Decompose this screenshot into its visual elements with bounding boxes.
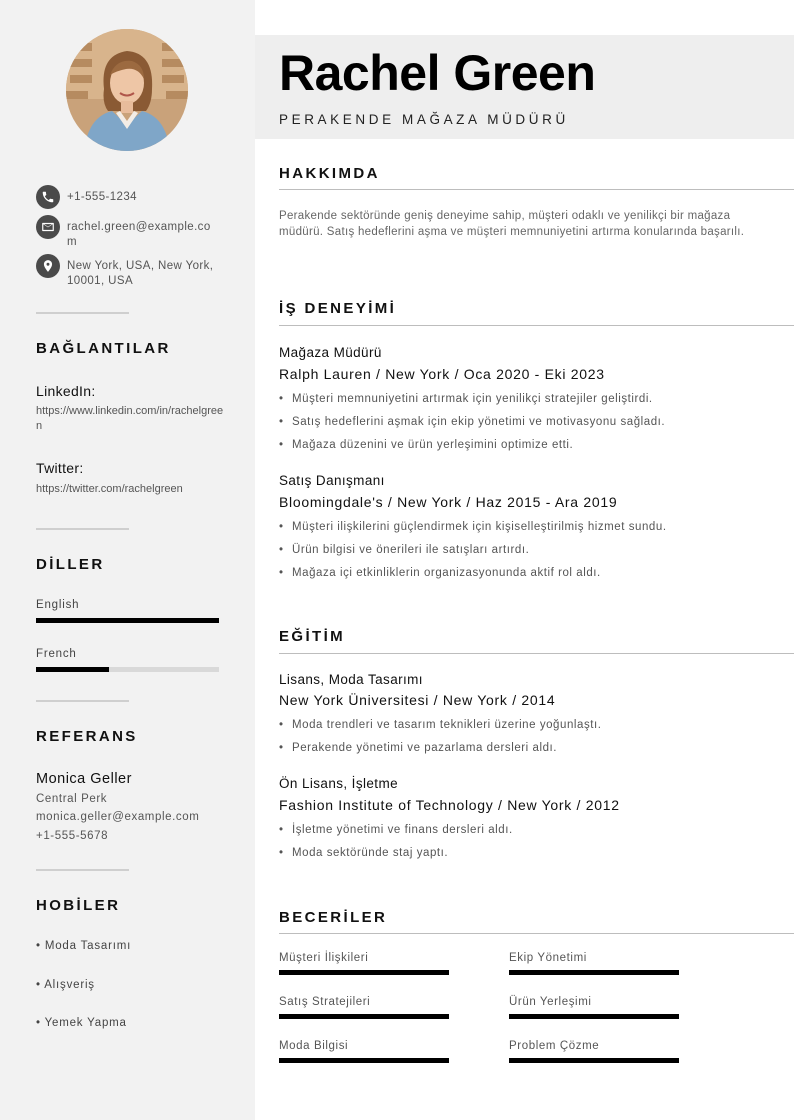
- job-bullet: [279, 393, 653, 405]
- reference-name: Monica Geller: [36, 771, 132, 787]
- bullet-text: Moda sektöründe staj yaptı.: [292, 847, 449, 859]
- skill-name: Müşteri İlişkileri: [279, 952, 369, 964]
- job-bullet: [279, 521, 667, 533]
- contact-address: [36, 254, 217, 289]
- education-bullet: [279, 824, 513, 836]
- skill-level-fill: [279, 970, 449, 975]
- bullet-glyph: •: [36, 979, 41, 991]
- skill-level-bar: [279, 1058, 449, 1063]
- skill-name: Moda Bilgisi: [279, 1040, 349, 1052]
- skill-level-bar: [279, 1014, 449, 1019]
- bullet-glyph: •: [279, 439, 284, 451]
- section-rule: [279, 653, 794, 654]
- education-bullet: [279, 719, 601, 731]
- language-level-bar: [36, 667, 219, 672]
- references-heading: REFERANS: [36, 728, 138, 745]
- profile-title: PERAKENDE MAĞAZA MÜDÜRÜ: [279, 112, 569, 127]
- bullet-glyph: •: [279, 416, 284, 428]
- sidebar: [0, 0, 255, 1120]
- education-heading: EĞİTİM: [279, 628, 346, 645]
- phone-icon: [36, 185, 60, 209]
- divider: [36, 312, 129, 314]
- bullet-glyph: •: [279, 544, 284, 556]
- job-role: Satış Danışmanı: [279, 473, 385, 488]
- hobby-text: Moda Tasarımı: [44, 940, 132, 952]
- bullet-text: Müşteri ilişkilerini güçlendirmek için kişiselleştirilmiş hizmet sundu.: [292, 521, 667, 533]
- profile-name: Rachel Green: [279, 45, 596, 101]
- job-bullet: [279, 439, 573, 451]
- section-rule: [279, 933, 794, 934]
- hobbies-heading: HOBİLER: [36, 897, 121, 914]
- education-degree: Lisans, Moda Tasarımı: [279, 672, 423, 687]
- skills-heading: BECERİLER: [279, 909, 388, 926]
- language-level-fill: [36, 618, 219, 623]
- contact-phone: [36, 185, 217, 209]
- section-rule: [279, 189, 794, 190]
- education-bullet: [279, 742, 557, 754]
- contact-email: [36, 215, 217, 250]
- hobby-text: Alışveriş: [44, 979, 95, 991]
- email-text[interactable]: rachel.green@example.com: [67, 221, 211, 248]
- job-role: Mağaza Müdürü: [279, 345, 382, 360]
- avatar: [66, 29, 188, 151]
- skill-level-fill: [279, 1058, 449, 1063]
- bullet-text: Müşteri memnuniyetini artırmak için yenilikçi stratejiler geliştirdi.: [292, 393, 653, 405]
- bullet-glyph: •: [279, 742, 284, 754]
- hobby-item: [36, 979, 95, 991]
- about-text: Perakende sektöründe geniş deneyime sahip, müşteri odaklı ve yenilikçi bir mağaza müdürü. Satış hedeflerini aşma ve müşteri memnuniyetini artırma konularında başarılı.: [279, 210, 745, 238]
- bullet-glyph: •: [36, 940, 41, 952]
- section-rule: [279, 325, 794, 326]
- reference-email[interactable]: monica.geller@example.com: [36, 811, 200, 823]
- language-name: French: [36, 648, 77, 660]
- bullet-glyph: •: [279, 824, 284, 836]
- profile-photo: [66, 29, 188, 151]
- divider: [36, 869, 129, 871]
- hobby-item: [36, 1017, 127, 1029]
- skill-level-bar: [509, 1014, 679, 1019]
- linkedin-label: LinkedIn:: [36, 383, 96, 399]
- education-degree: Ön Lisans, İşletme: [279, 776, 398, 791]
- reference-phone: +1-555-5678: [36, 830, 109, 842]
- skill-name: Ekip Yönetimi: [509, 952, 587, 964]
- education-place: New York Üniversitesi / New York / 2014: [279, 692, 556, 708]
- education-place: Fashion Institute of Technology / New York / 2012: [279, 797, 620, 813]
- links-heading: BAĞLANTILAR: [36, 340, 171, 357]
- reference-company: Central Perk: [36, 793, 108, 805]
- divider: [36, 700, 129, 702]
- skill-level-fill: [509, 1058, 679, 1063]
- skill-level-fill: [509, 1014, 679, 1019]
- main-content: [255, 0, 794, 1120]
- skill-name: Ürün Yerleşimi: [509, 996, 592, 1008]
- skill-level-fill: [509, 970, 679, 975]
- about-heading: HAKKIMDA: [279, 165, 380, 182]
- skill-level-bar: [509, 970, 679, 975]
- education-bullet: [279, 847, 448, 859]
- bullet-text: İşletme yönetimi ve finans dersleri aldı.: [292, 824, 513, 836]
- skill-level-fill: [279, 1014, 449, 1019]
- skill-name: Problem Çözme: [509, 1040, 600, 1052]
- bullet-glyph: •: [279, 521, 284, 533]
- job-place: Bloomingdale's / New York / Haz 2015 - Ara 2019: [279, 494, 618, 510]
- mail-icon: [36, 215, 60, 239]
- bullet-glyph: •: [279, 393, 284, 405]
- bullet-glyph: •: [36, 1017, 41, 1029]
- skill-level-bar: [279, 970, 449, 975]
- job-bullet: [279, 416, 665, 428]
- bullet-glyph: •: [279, 719, 284, 731]
- hobby-item: [36, 940, 131, 952]
- skill-level-bar: [509, 1058, 679, 1063]
- divider: [36, 528, 129, 530]
- bullet-text: Perakende yönetimi ve pazarlama dersleri aldı.: [292, 742, 558, 754]
- location-pin-icon: [36, 254, 60, 278]
- language-level-bar: [36, 618, 219, 623]
- bullet-text: Moda trendleri ve tasarım teknikleri üzerine yoğunlaştı.: [292, 719, 602, 731]
- skill-name: Satış Stratejileri: [279, 996, 371, 1008]
- language-name: English: [36, 599, 80, 611]
- bullet-text: Mağaza içi etkinliklerin organizasyonunda aktif rol aldı.: [292, 567, 601, 579]
- bullet-text: Mağaza düzenini ve ürün yerleşimini optimize etti.: [292, 439, 574, 451]
- bullet-glyph: •: [279, 567, 284, 579]
- bullet-text: Ürün bilgisi ve önerileri ile satışları artırdı.: [292, 544, 530, 556]
- address-text: New York, USA, New York, 10001, USA: [67, 260, 214, 287]
- phone-text: +1-555-1234: [67, 191, 137, 203]
- linkedin-link[interactable]: https://www.linkedin.com/in/rachelgreen: [36, 405, 224, 432]
- twitter-label: Twitter:: [36, 460, 84, 476]
- bullet-glyph: •: [279, 847, 284, 859]
- languages-heading: DİLLER: [36, 556, 105, 573]
- job-bullet: [279, 567, 601, 579]
- job-bullet: [279, 544, 529, 556]
- job-place: Ralph Lauren / New York / Oca 2020 - Eki 2023: [279, 366, 605, 382]
- language-level-fill: [36, 667, 109, 672]
- experience-heading: İŞ DENEYİMİ: [279, 300, 397, 317]
- twitter-link[interactable]: https://twitter.com/rachelgreen: [36, 483, 183, 495]
- bullet-text: Satış hedeflerini aşmak için ekip yönetimi ve motivasyonu sağladı.: [292, 416, 666, 428]
- hobby-text: Yemek Yapma: [44, 1017, 127, 1029]
